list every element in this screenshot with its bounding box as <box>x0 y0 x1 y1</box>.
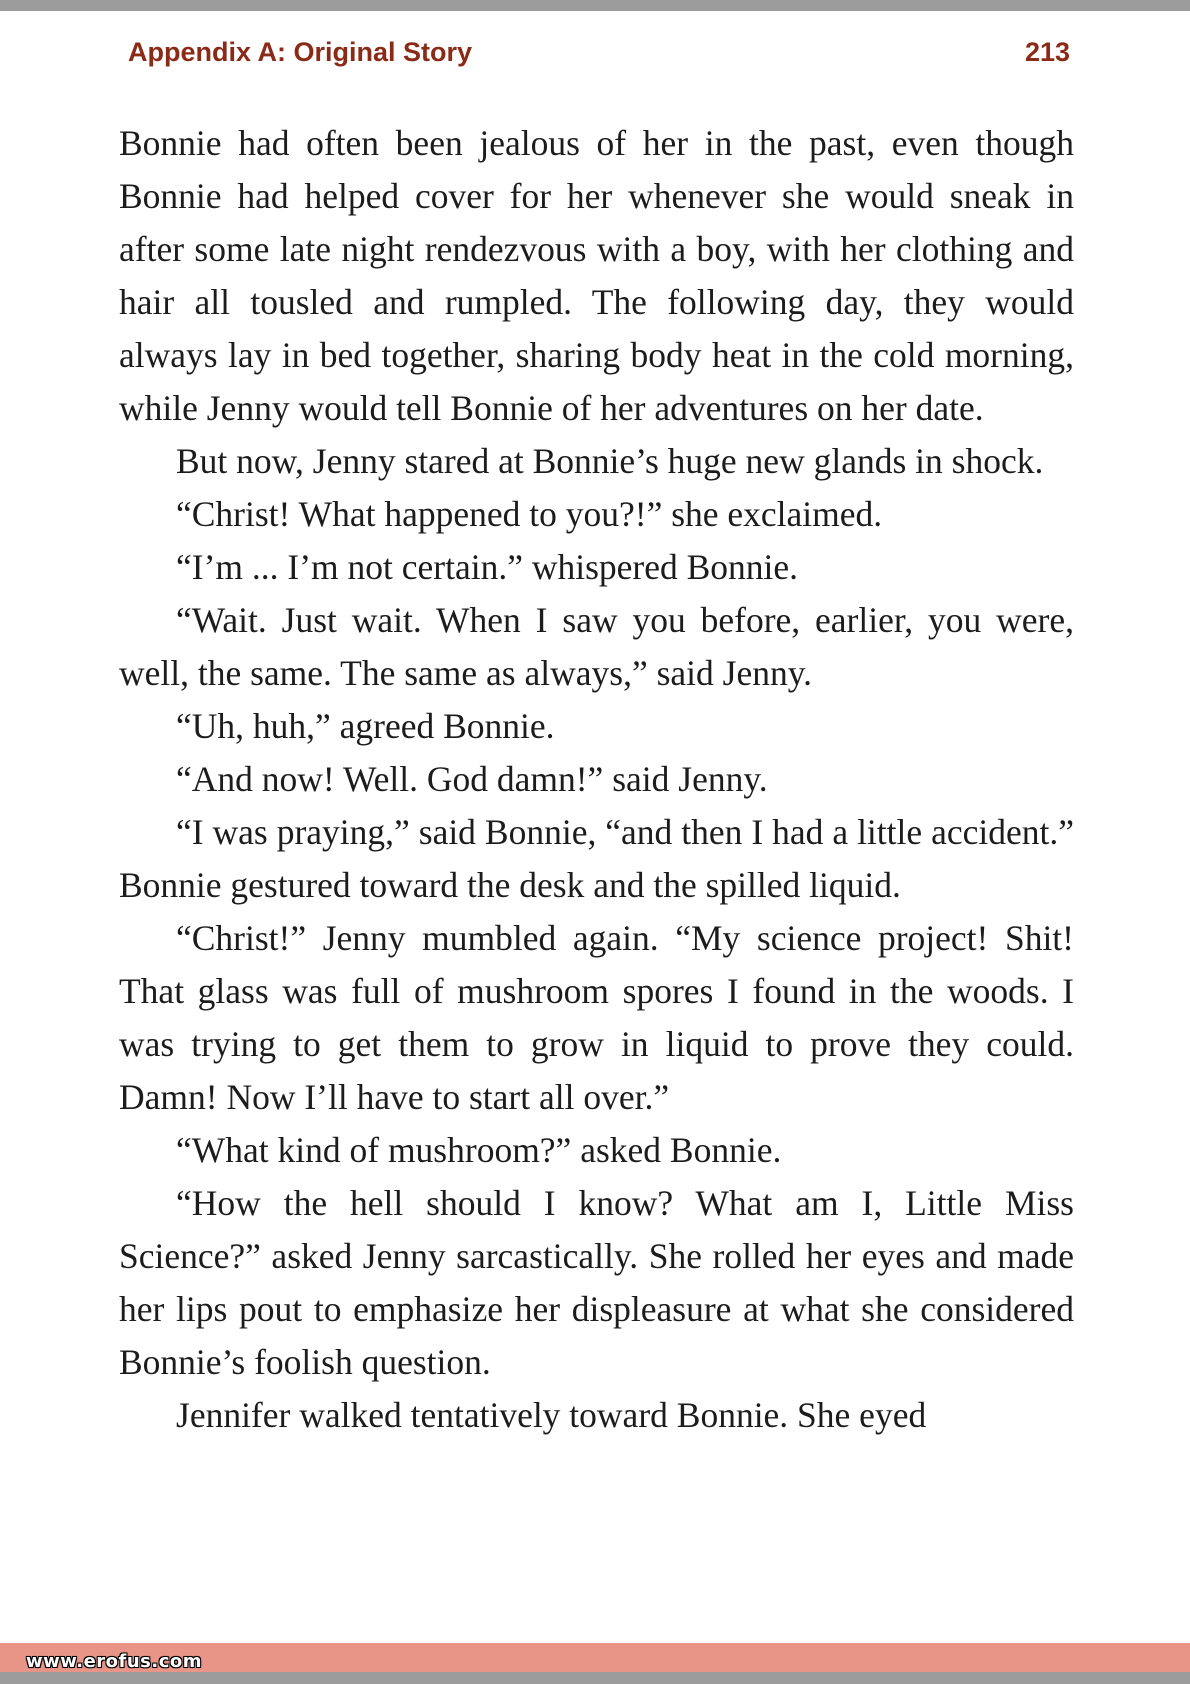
top-border-bar <box>0 0 1190 11</box>
paragraph: “How the hell should I know? What am I, Little Miss Science?” asked Jenny sarcastically. She rolled her eyes and made her lips pout to emphasize her displeasure at what she considered Bonnie’s foolish question. <box>119 1183 1074 1382</box>
paragraph: “And now! Well. God damn!” said Jenny. <box>176 759 768 799</box>
paragraph: Bonnie had often been jealous of her in the past, even though Bonnie had helped cover for her whenever she would sneak in after some late night rendezvous with a boy, with her clothing and hair all tousled and rumpled. The following day, they would always lay in bed together, sharing body heat in the cold morning, while Jenny would tell Bonnie of her adventures on her date. <box>119 123 1074 428</box>
bottom-border-bar <box>0 1672 1190 1684</box>
paragraph: “Wait. Just wait. When I saw you before, earlier, you were, well, the same. The same as always,” said Jenny. <box>119 600 1074 693</box>
watermark-text: www.erofus.com <box>26 1651 203 1672</box>
paragraph: But now, Jenny stared at Bonnie’s huge new glands in shock. <box>176 441 1044 481</box>
paragraph: Jennifer walked tentatively toward Bonnie. She eyed <box>176 1395 927 1435</box>
page-number: 213 <box>1024 36 1070 67</box>
section-title: Appendix A: Original Story <box>128 36 473 67</box>
paragraph: “I’m ... I’m not certain.” whispered Bonnie. <box>176 547 799 587</box>
paragraph: “Christ!” Jenny mumbled again. “My science project! Shit! That glass was full of mushroom spores I found in the woods. I was trying to get them to grow in liquid to prove they could. Damn! Now I’ll have to start all over.” <box>119 918 1074 1117</box>
page-body-text <box>119 117 1074 1442</box>
paragraph: “What kind of mushroom?” asked Bonnie. <box>176 1130 782 1170</box>
paragraph: “Uh, huh,” agreed Bonnie. <box>176 706 555 746</box>
paragraph: “I was praying,” said Bonnie, “and then I had a little accident.” Bonnie gestured toward the desk and the spilled liquid. <box>119 812 1074 905</box>
paragraph: “Christ! What happened to you?!” she exclaimed. <box>176 494 883 534</box>
running-header <box>128 32 1070 72</box>
